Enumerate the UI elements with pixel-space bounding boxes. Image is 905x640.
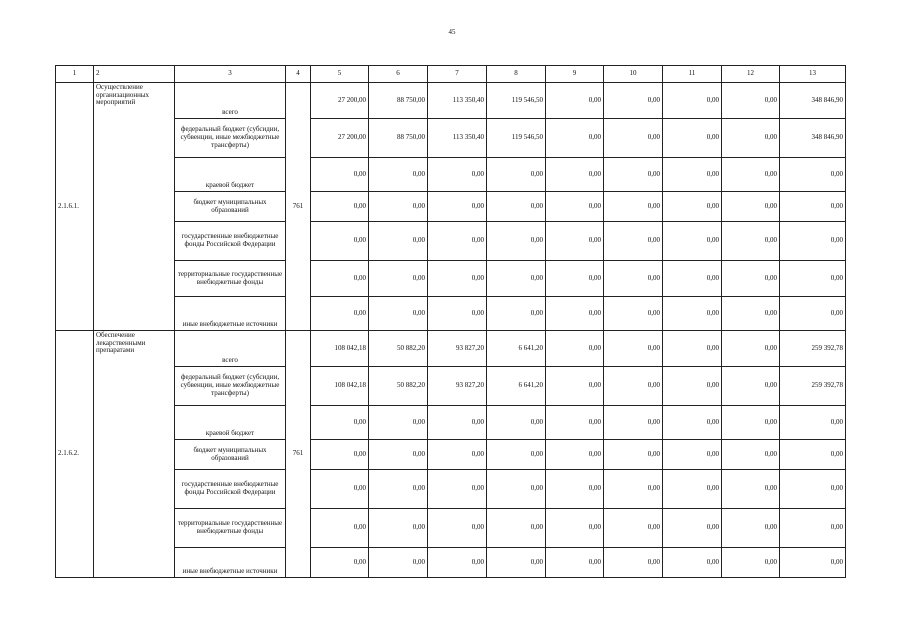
column-numbers-row [56, 66, 846, 83]
table-row [56, 406, 846, 440]
value-cell: 93 827,20 [428, 331, 487, 367]
value-cell: 0,00 [722, 297, 780, 331]
table-row [56, 83, 846, 119]
value-cell: 0,00 [311, 261, 369, 297]
value-cell: 0,00 [663, 548, 722, 578]
col-header: 5 [311, 66, 369, 83]
col-header: 9 [546, 66, 604, 83]
value-cell: 108 042,18 [311, 367, 369, 406]
value-cell: 0,00 [780, 158, 846, 192]
value-cell: 0,00 [546, 331, 604, 367]
value-cell: 0,00 [428, 297, 487, 331]
value-cell: 0,00 [487, 509, 546, 548]
value-cell: 0,00 [546, 261, 604, 297]
value-cell: 0,00 [546, 119, 604, 158]
value-cell: 0,00 [722, 261, 780, 297]
value-cell: 0,00 [722, 119, 780, 158]
value-cell: 0,00 [487, 192, 546, 222]
value-cell: 0,00 [780, 192, 846, 222]
source-label: краевой бюджет [175, 406, 286, 440]
value-cell: 0,00 [722, 367, 780, 406]
value-cell: 0,00 [311, 440, 369, 470]
value-cell: 0,00 [311, 470, 369, 509]
col-header: 3 [175, 66, 286, 83]
value-cell: 0,00 [311, 406, 369, 440]
value-cell: 0,00 [604, 222, 663, 261]
value-cell: 0,00 [722, 331, 780, 367]
source-label: бюджет муниципальных образований [175, 192, 286, 222]
value-cell: 0,00 [369, 509, 428, 548]
value-cell: 0,00 [369, 440, 428, 470]
value-cell: 113 350,40 [428, 119, 487, 158]
value-cell: 0,00 [487, 548, 546, 578]
value-cell: 0,00 [663, 261, 722, 297]
value-cell: 0,00 [546, 367, 604, 406]
source-label: краевой бюджет [175, 158, 286, 192]
value-cell: 0,00 [780, 222, 846, 261]
value-cell: 0,00 [311, 509, 369, 548]
value-cell: 0,00 [780, 406, 846, 440]
col-header: 2 [94, 66, 175, 83]
measure-name: Осуществление организационных мероприятий [94, 83, 175, 331]
value-cell: 88 750,00 [369, 83, 428, 119]
value-cell: 0,00 [311, 548, 369, 578]
value-cell: 0,00 [428, 222, 487, 261]
value-cell: 0,00 [604, 158, 663, 192]
source-label: иные внебюджетные источники [175, 297, 286, 331]
value-cell: 0,00 [604, 119, 663, 158]
source-label: федеральный бюджет (субсидии, субвенции, иные межбюджетные трансферты) [175, 119, 286, 158]
table-row [56, 119, 846, 158]
value-cell: 0,00 [780, 470, 846, 509]
value-cell: 0,00 [487, 222, 546, 261]
value-cell: 0,00 [369, 406, 428, 440]
value-cell: 27 200,00 [311, 119, 369, 158]
value-cell: 0,00 [546, 509, 604, 548]
value-cell: 0,00 [369, 470, 428, 509]
value-cell: 0,00 [369, 222, 428, 261]
value-cell: 0,00 [369, 261, 428, 297]
value-cell: 0,00 [604, 192, 663, 222]
value-cell: 0,00 [663, 440, 722, 470]
value-cell: 0,00 [780, 261, 846, 297]
value-cell: 108 042,18 [311, 331, 369, 367]
measure-name: Обеспечение лекарственными препаратами [94, 331, 175, 578]
value-cell: 50 882,20 [369, 367, 428, 406]
value-cell: 0,00 [780, 297, 846, 331]
value-cell: 0,00 [369, 548, 428, 578]
value-cell: 0,00 [663, 158, 722, 192]
value-cell: 0,00 [722, 406, 780, 440]
grbs-code: 761 [286, 83, 311, 331]
value-cell: 259 392,78 [780, 331, 846, 367]
value-cell: 0,00 [546, 83, 604, 119]
value-cell: 0,00 [722, 470, 780, 509]
table-row [56, 331, 846, 367]
table-row [56, 509, 846, 548]
value-cell: 0,00 [428, 470, 487, 509]
value-cell: 0,00 [722, 83, 780, 119]
table-row [56, 222, 846, 261]
value-cell: 0,00 [663, 331, 722, 367]
budget-table [55, 65, 846, 578]
value-cell: 0,00 [663, 509, 722, 548]
value-cell: 0,00 [487, 297, 546, 331]
col-header: 13 [780, 66, 846, 83]
value-cell: 0,00 [722, 158, 780, 192]
value-cell: 6 641,20 [487, 331, 546, 367]
page-number: 45 [448, 28, 456, 36]
measure-code: 2.1.6.1. [56, 83, 94, 331]
value-cell: 0,00 [663, 192, 722, 222]
value-cell: 0,00 [546, 470, 604, 509]
col-header: 7 [428, 66, 487, 83]
col-header: 4 [286, 66, 311, 83]
table-row [56, 261, 846, 297]
source-label: бюджет муниципальных образований [175, 440, 286, 470]
value-cell: 27 200,00 [311, 83, 369, 119]
value-cell: 0,00 [546, 440, 604, 470]
measure-code: 2.1.6.2. [56, 331, 94, 578]
value-cell: 0,00 [604, 331, 663, 367]
value-cell: 0,00 [428, 261, 487, 297]
value-cell: 0,00 [663, 119, 722, 158]
grbs-code: 761 [286, 331, 311, 578]
value-cell: 0,00 [663, 406, 722, 440]
value-cell: 93 827,20 [428, 367, 487, 406]
value-cell: 113 350,40 [428, 83, 487, 119]
value-cell: 0,00 [369, 192, 428, 222]
value-cell: 0,00 [604, 367, 663, 406]
col-header: 10 [604, 66, 663, 83]
value-cell: 0,00 [546, 297, 604, 331]
table-row [56, 470, 846, 509]
table-row [56, 192, 846, 222]
source-label: федеральный бюджет (субсидии, субвенции, иные межбюджетные трансферты) [175, 367, 286, 406]
value-cell: 348 846,90 [780, 119, 846, 158]
value-cell: 0,00 [663, 367, 722, 406]
source-label: государственные внебюджетные фонды Российской Федерации [175, 470, 286, 509]
value-cell: 0,00 [311, 222, 369, 261]
source-label: иные внебюджетные источники [175, 548, 286, 578]
table-row [56, 367, 846, 406]
col-header: 1 [56, 66, 94, 83]
value-cell: 6 641,20 [487, 367, 546, 406]
value-cell: 0,00 [546, 192, 604, 222]
value-cell: 0,00 [546, 548, 604, 578]
value-cell: 0,00 [369, 297, 428, 331]
value-cell: 0,00 [311, 192, 369, 222]
value-cell: 0,00 [487, 261, 546, 297]
value-cell: 0,00 [663, 470, 722, 509]
value-cell: 0,00 [428, 440, 487, 470]
value-cell: 88 750,00 [369, 119, 428, 158]
value-cell: 0,00 [722, 509, 780, 548]
value-cell: 0,00 [487, 406, 546, 440]
table-row [56, 440, 846, 470]
value-cell: 0,00 [546, 158, 604, 192]
value-cell: 0,00 [428, 406, 487, 440]
value-cell: 0,00 [546, 222, 604, 261]
value-cell: 0,00 [722, 548, 780, 578]
value-cell: 0,00 [722, 222, 780, 261]
value-cell: 50 882,20 [369, 331, 428, 367]
value-cell: 0,00 [780, 509, 846, 548]
value-cell: 0,00 [663, 297, 722, 331]
source-label: всего [175, 331, 286, 367]
col-header: 8 [487, 66, 546, 83]
table-row [56, 548, 846, 578]
table-row [56, 297, 846, 331]
value-cell: 119 546,50 [487, 83, 546, 119]
source-label: территориальные государственные внебюджетные фонды [175, 509, 286, 548]
value-cell: 0,00 [428, 548, 487, 578]
value-cell: 348 846,90 [780, 83, 846, 119]
value-cell: 0,00 [604, 406, 663, 440]
source-label: государственные внебюджетные фонды Российской Федерации [175, 222, 286, 261]
value-cell: 0,00 [604, 440, 663, 470]
value-cell: 0,00 [663, 222, 722, 261]
value-cell: 0,00 [604, 470, 663, 509]
col-header: 12 [722, 66, 780, 83]
value-cell: 0,00 [722, 440, 780, 470]
value-cell: 0,00 [487, 440, 546, 470]
value-cell: 0,00 [604, 261, 663, 297]
col-header: 11 [663, 66, 722, 83]
value-cell: 0,00 [487, 158, 546, 192]
value-cell: 0,00 [780, 440, 846, 470]
value-cell: 0,00 [311, 158, 369, 192]
value-cell: 0,00 [311, 297, 369, 331]
value-cell: 0,00 [604, 548, 663, 578]
value-cell: 259 392,78 [780, 367, 846, 406]
source-label: всего [175, 83, 286, 119]
value-cell: 0,00 [780, 548, 846, 578]
table-row [56, 158, 846, 192]
value-cell: 0,00 [487, 470, 546, 509]
value-cell: 0,00 [428, 509, 487, 548]
value-cell: 0,00 [369, 158, 428, 192]
value-cell: 0,00 [546, 406, 604, 440]
value-cell: 119 546,50 [487, 119, 546, 158]
source-label: территориальные государственные внебюджетные фонды [175, 261, 286, 297]
value-cell: 0,00 [604, 509, 663, 548]
value-cell: 0,00 [428, 192, 487, 222]
col-header: 6 [369, 66, 428, 83]
value-cell: 0,00 [663, 83, 722, 119]
value-cell: 0,00 [428, 158, 487, 192]
value-cell: 0,00 [604, 83, 663, 119]
value-cell: 0,00 [604, 297, 663, 331]
value-cell: 0,00 [722, 192, 780, 222]
